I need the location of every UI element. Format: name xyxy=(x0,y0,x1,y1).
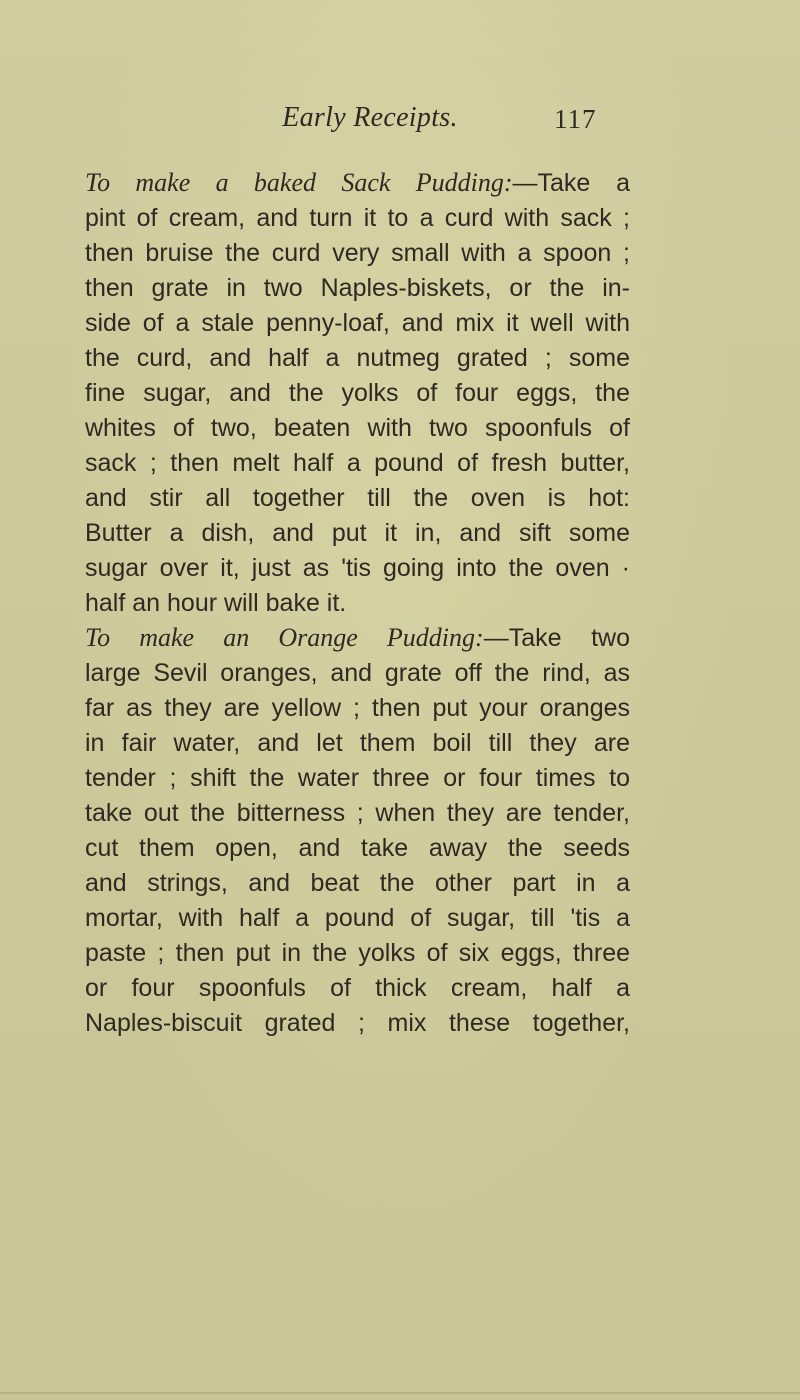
text-line: Butter a dish, and put it in, and sift some xyxy=(85,519,630,547)
text-line: and stir all together till the oven is hot: xyxy=(85,484,630,512)
text-line: then grate in two Naples-biskets, or the in- xyxy=(85,274,630,302)
text-line: sack ; then melt half a pound of fresh butter, xyxy=(85,449,630,477)
text-line: half an hour will bake it. xyxy=(85,589,347,617)
text-line: side of a stale penny-loaf, and mix it well with xyxy=(85,309,630,337)
text-line: then bruise the curd very small with a spoon ; xyxy=(85,239,630,267)
text-line: paste ; then put in the yolks of six eggs, three xyxy=(85,939,630,967)
recipe-1-title-line xyxy=(85,166,630,200)
text-line: whites of two, beaten with two spoonfuls of xyxy=(85,414,630,442)
text-line: sugar over it, just as 'tis going into the oven · xyxy=(85,554,630,582)
text-line: pint of cream, and turn it to a curd with sack ; xyxy=(85,204,630,232)
text-line: tender ; shift the water three or four times to xyxy=(85,764,630,792)
text-line: or four spoonfuls of thick cream, half a xyxy=(85,974,630,1002)
page-number: 117 xyxy=(554,104,597,134)
text-line: and strings, and beat the other part in a xyxy=(85,869,630,897)
recipe-2-lead-in: —Take two xyxy=(483,624,630,652)
text-line: mortar, with half a pound of sugar, till 'tis a xyxy=(85,904,630,932)
text-line: fine sugar, and the yolks of four eggs, the xyxy=(85,379,630,407)
text-line: Naples-biscuit grated ; mix these together, xyxy=(85,1009,630,1037)
text-line: the curd, and half a nutmeg grated ; some xyxy=(85,344,630,372)
text-line: in fair water, and let them boil till they are xyxy=(85,729,630,757)
text-line: far as they are yellow ; then put your oranges xyxy=(85,694,630,722)
recipe-1-lead-in: —Take a xyxy=(512,169,630,197)
text-line: large Sevil oranges, and grate off the rind, as xyxy=(85,659,630,687)
recipe-2-title: To make an Orange Pudding: xyxy=(85,623,484,652)
recipe-2-title-line xyxy=(85,621,630,655)
running-title: Early Receipts. xyxy=(282,102,458,133)
page-edge xyxy=(0,1392,800,1394)
text-line: take out the bitterness ; when they are tender, xyxy=(85,799,630,827)
text-line: cut them open, and take away the seeds xyxy=(85,834,630,862)
recipe-1-title: To make a baked Sack Pudding: xyxy=(85,168,513,197)
page-header xyxy=(0,102,800,142)
